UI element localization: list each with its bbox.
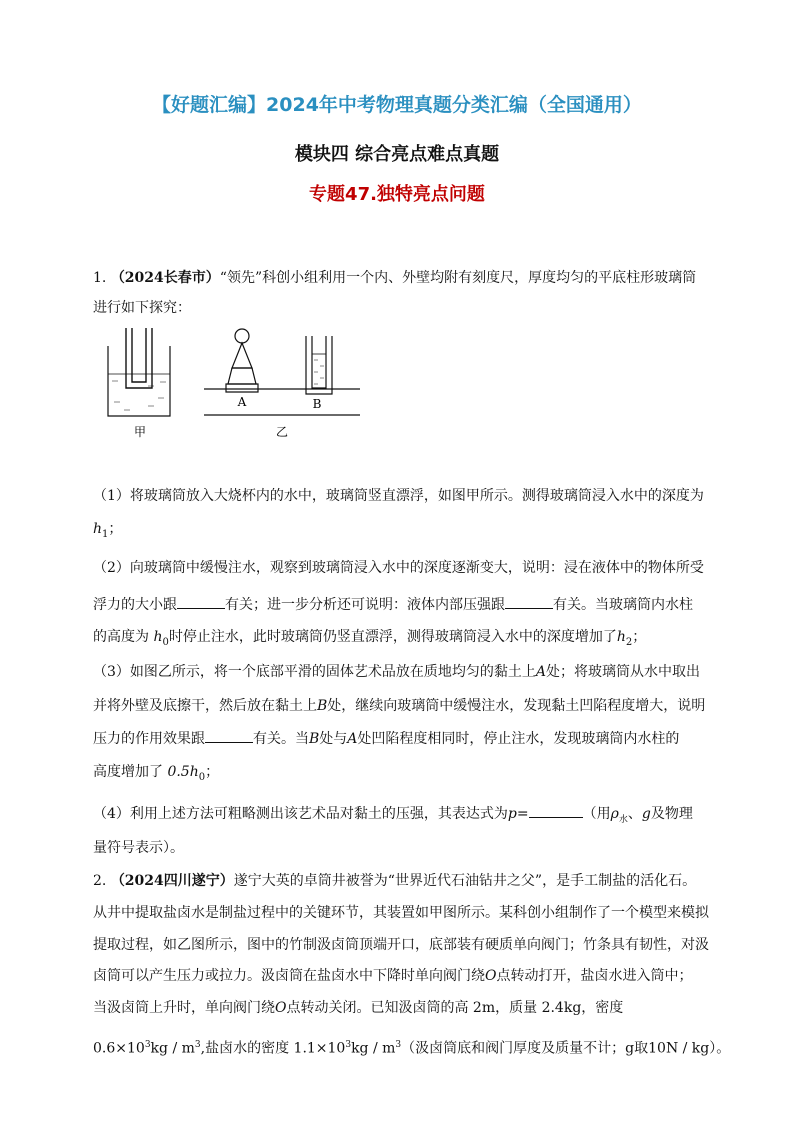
- q1-part3-text-c2: 有关。当: [253, 731, 309, 747]
- q1-number: 1.: [93, 270, 107, 286]
- q1-part2-text-b3: 有关。当玻璃筒内水柱: [553, 597, 693, 613]
- q1-part3-var-b: B: [317, 698, 328, 714]
- q2-text-6f: （汲卤筒底和阀门厚度及质量不计；g取: [401, 1040, 649, 1057]
- q2-exp-1: 3: [144, 1040, 151, 1050]
- figure-yi-artwork-a: [226, 329, 258, 392]
- q1-part3-text-d2: ；: [205, 764, 220, 780]
- q1-part3-text-b2: 处，继续向玻璃筒中缓慢注水，发现黏土凹陷程度增大，说明: [327, 698, 706, 714]
- q2-text-4b: 点转动打开，盐卤水进入筒中；: [496, 968, 693, 984]
- q1-part2-line-1: [93, 558, 704, 578]
- figure-yi-label: 乙: [275, 425, 289, 439]
- q1-part4-text-b: 量符号表示）。: [93, 840, 184, 856]
- q1-part3-line-1: [93, 662, 700, 682]
- q1-answer-blank-4[interactable]: [529, 803, 583, 818]
- q2-line-2: [93, 903, 709, 923]
- q1-stem-line-2: [93, 298, 191, 318]
- topic-heading: 专题47.独特亮点问题: [309, 184, 485, 205]
- q1-part3-text-b1: 并将外壁及底擦干，然后放在黏土上: [93, 698, 317, 714]
- q1-part3-text-a2: 处；将玻璃筒从水中取出: [546, 664, 701, 680]
- q1-part4-rho-sub: 水: [618, 814, 628, 825]
- q1-part4-text-a3: 、: [627, 806, 642, 822]
- q1-part1-line-1: [93, 486, 704, 506]
- q1-part4-text-a4: 及物理: [650, 806, 693, 822]
- figure-jia-beaker: [108, 346, 170, 416]
- q1-figure: [104, 326, 374, 456]
- q2-text-4a: 卤筒可以产生压力或拉力。汲卤筒在盐卤水中下降时单向阀门绕: [93, 968, 485, 984]
- figure-yi-ground: [204, 389, 360, 415]
- q2-density-1: 0.6×10: [93, 1040, 145, 1057]
- q1-part3-text-c4: 处凹陷程度相同时，停止注水，发现玻璃筒内水柱的: [357, 731, 680, 747]
- q2-line-5: [93, 998, 623, 1018]
- q1-part1-sub: 1: [102, 528, 109, 540]
- q2-text-3: 提取过程，如乙图所示，图中的竹制汲卤筒顶端开口，底部装有硬质单向阀门；竹条具有韧性，对汲: [93, 937, 709, 953]
- q1-part3-var-b2: B: [309, 731, 320, 747]
- q1-part4-g: g: [641, 806, 651, 822]
- q2-number: 2.: [93, 873, 107, 889]
- q2-line-4: [93, 966, 692, 986]
- q1-part3-text-c3: 处与: [319, 731, 348, 747]
- q2-line-6: [93, 1035, 730, 1059]
- figure-jia-label: 甲: [133, 425, 147, 439]
- q1-part3-line-2: [93, 696, 705, 716]
- figure-yi-label-a: A: [237, 395, 247, 409]
- q1-part3-line-3: [93, 728, 679, 749]
- q1-part1-end: ；: [108, 521, 123, 537]
- q2-var-o1: O: [485, 968, 497, 984]
- q2-text-6c: ,盐卤水的密度: [200, 1040, 290, 1057]
- q1-stem-text-2: 进行如下探究：: [93, 300, 191, 316]
- figure-jia-tube: [126, 328, 152, 388]
- q2-text-2: 从井中提取盐卤水是制盐过程中的关键环节，其装置如甲图所示。某科创小组制作了一个模型来模拟: [93, 905, 709, 921]
- q2-source: （2024四川遂宁）: [110, 873, 234, 889]
- q1-part3-line-4: [93, 762, 219, 788]
- figure-yi-tube-b: [306, 336, 332, 394]
- q2-var-o2: O: [275, 1000, 287, 1016]
- q1-part4-rho: ρ: [610, 806, 619, 822]
- q1-part2-text-b2: 有关；进一步分析还可说明：液体内部压强跟: [225, 597, 505, 613]
- q2-line-3: [93, 935, 709, 955]
- q1-part1-line-2: [93, 519, 122, 545]
- q1-answer-blank-2[interactable]: [505, 594, 553, 609]
- q2-unit-1: kg / m: [150, 1040, 195, 1057]
- q1-answer-blank-1[interactable]: [177, 594, 225, 609]
- q1-answer-blank-3[interactable]: [205, 728, 253, 743]
- q1-part2-sub-0: 0: [162, 636, 169, 648]
- q1-part1-text: （1）将玻璃筒放入大烧杯内的水中，玻璃筒竖直漂浮，如图甲所示。测得玻璃筒浸入水中的深度为: [93, 488, 704, 504]
- q2-text-5a: 当汲卤筒上升时，单向阀门绕: [93, 1000, 275, 1016]
- q2-text-5b: 点转动关闭。已知汲卤筒的高 2m，质量 2.4kg，密度: [286, 1000, 624, 1016]
- q1-part3-var-h0: h: [189, 764, 199, 780]
- q1-part3-var-a: A: [535, 664, 547, 680]
- q1-part2-sub-2: 2: [625, 636, 633, 648]
- q1-part3-text-c1: 压力的作用效果跟: [93, 731, 205, 747]
- q1-part4-eq: =: [516, 806, 529, 822]
- q1-part2-text-a: （2）向玻璃筒中缓慢注水，观察到玻璃筒浸入水中的深度逐渐变大，说明：浸在液体中的物体所受: [93, 560, 704, 576]
- figure-yi-label-b: B: [312, 397, 322, 411]
- module-heading: 模块四 综合亮点难点真题: [294, 144, 500, 165]
- q1-part2-line-2: [93, 594, 693, 615]
- q1-part2-text-c1: 的高度为: [93, 629, 149, 645]
- q1-part3-text-a1: （3）如图乙所示，将一个底部平滑的固体艺术品放在质地均匀的黏土上: [93, 664, 536, 680]
- q2-text-1: 遂宁大英的卓筒井被誉为“世界近代石油钻井之父”，是手工制盐的活化石。: [233, 873, 697, 889]
- q1-part2-text-c3: ；: [632, 629, 647, 645]
- q1-part4-var-p: p: [507, 806, 517, 822]
- q1-part4-line-2: [93, 838, 184, 858]
- q1-part2-var-h2: h: [616, 629, 626, 645]
- q1-stem-line-1: [93, 268, 696, 288]
- q1-part4-text-a1: （4）利用上述方法可粗略测出该艺术品对黏土的压强，其表达式为: [93, 806, 508, 822]
- q1-part2-text-c2: 时停止注水，此时玻璃筒仍竖直漂浮，测得玻璃筒浸入水中的深度增加了: [168, 629, 617, 645]
- q2-line-1: [93, 871, 696, 891]
- q1-part2-line-3: [93, 627, 646, 653]
- q1-part2-var-h0: h: [153, 629, 163, 645]
- q1-part4-line-1: [93, 803, 693, 830]
- q1-part3-sub-0: 0: [198, 771, 206, 783]
- q2-exp-2: 3: [194, 1040, 201, 1050]
- q1-part3-var-a2: A: [347, 731, 358, 747]
- q1-part3-val: 0.5: [167, 764, 190, 780]
- q2-exp-4: 3: [395, 1040, 402, 1050]
- q2-density-2: 1.1×10: [293, 1040, 346, 1057]
- q2-text-6h: ）。: [709, 1040, 731, 1057]
- paper-title: 【好题汇编】2024年中考物理真题分类汇编（全国通用）: [152, 94, 642, 116]
- q1-part1-var-h: h: [93, 521, 103, 537]
- q2-exp-3: 3: [345, 1040, 352, 1050]
- q1-source: （2024长春市）: [110, 270, 220, 286]
- q1-part4-text-a2: （用: [582, 806, 611, 822]
- q1-stem-text-1: “领先”科创小组利用一个内、外壁均附有刻度尺，厚度均匀的平底柱形玻璃筒: [219, 270, 697, 286]
- q2-unit-2: kg / m: [351, 1040, 396, 1057]
- q2-text-6g: 10N / kg: [648, 1040, 710, 1057]
- q1-part3-text-d1: 高度增加了: [93, 764, 163, 780]
- q1-part2-text-b1: 浮力的大小跟: [93, 597, 177, 613]
